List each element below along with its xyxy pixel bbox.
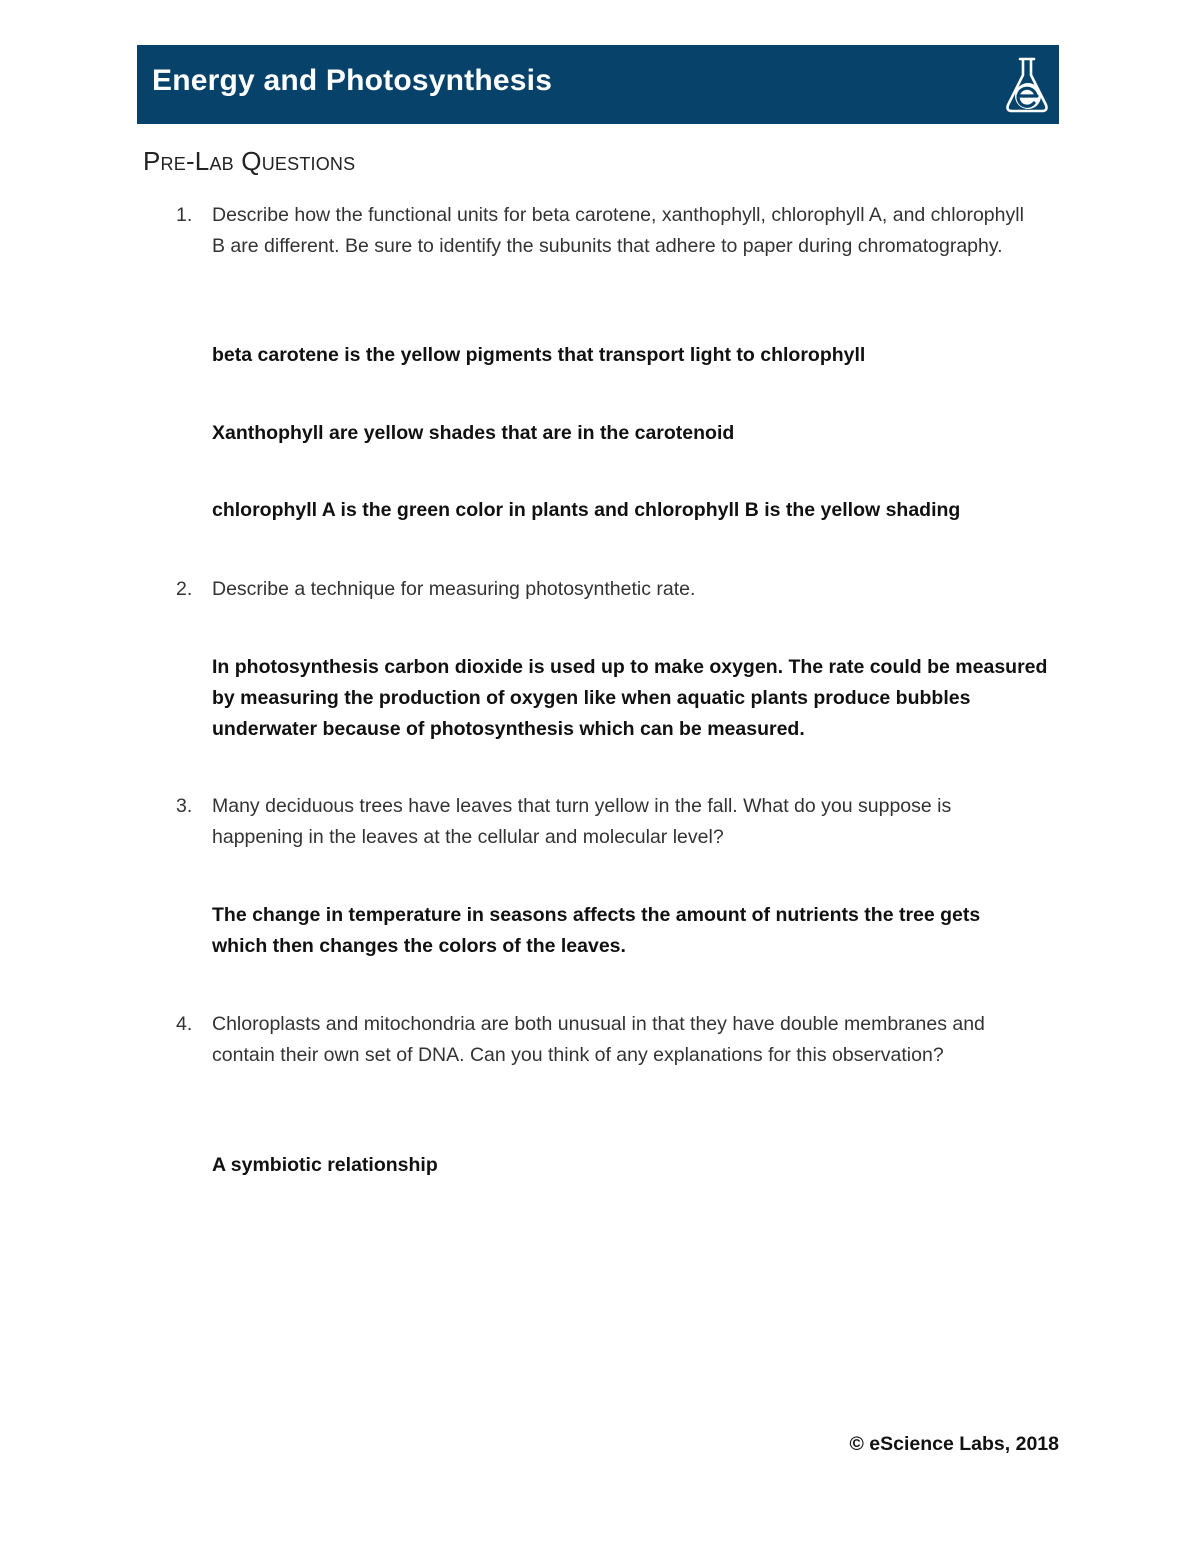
question-text: Describe how the functional units for beta carotene, xanthophyll, chlorophyll A, and chlorophyll B are different. Be sure to identify the subunits that adhere to paper during chromatography. bbox=[212, 204, 1024, 257]
answer-text: In photosynthesis carbon dioxide is used up to make oxygen. The rate could be measured by measuring the production of oxygen like when aquatic plants produce bubbles underwater because of photosynthesis which can be measured. bbox=[212, 656, 1048, 740]
answer-text: beta carotene is the yellow pigments that transport light to chlorophyll bbox=[212, 344, 866, 366]
question-number: 4. bbox=[176, 1013, 193, 1035]
answer-text: chlorophyll A is the green color in plants and chlorophyll B is the yellow shading bbox=[212, 499, 961, 521]
question-text: Chloroplasts and mitochondria are both unusual in that they have double membranes and contain their own set of DNA. Can you think of any explanations for this observation? bbox=[212, 1013, 985, 1066]
answer-text: The change in temperature in seasons affects the amount of nutrients the tree gets which then changes the colors of the leaves. bbox=[212, 904, 981, 957]
document-title: Energy and Photosynthesis bbox=[152, 64, 553, 97]
answer-text: Xanthophyll are yellow shades that are in the carotenoid bbox=[212, 422, 735, 444]
question-number: 3. bbox=[176, 795, 193, 817]
copyright-footer: © eScience Labs, 2018 bbox=[849, 1433, 1059, 1455]
question-number: 1. bbox=[176, 204, 193, 226]
escience-flask-logo-icon bbox=[1003, 55, 1051, 115]
answer-text: A symbiotic relationship bbox=[212, 1154, 438, 1176]
header-banner bbox=[137, 45, 1059, 124]
question-number: 2. bbox=[176, 578, 193, 600]
section-heading: Pre-Lab Questions bbox=[143, 146, 356, 176]
question-text: Many deciduous trees have leaves that turn yellow in the fall. What do you suppose is happening in the leaves at the cellular and molecular level? bbox=[212, 795, 952, 848]
question-text: Describe a technique for measuring photosynthetic rate. bbox=[212, 578, 696, 600]
